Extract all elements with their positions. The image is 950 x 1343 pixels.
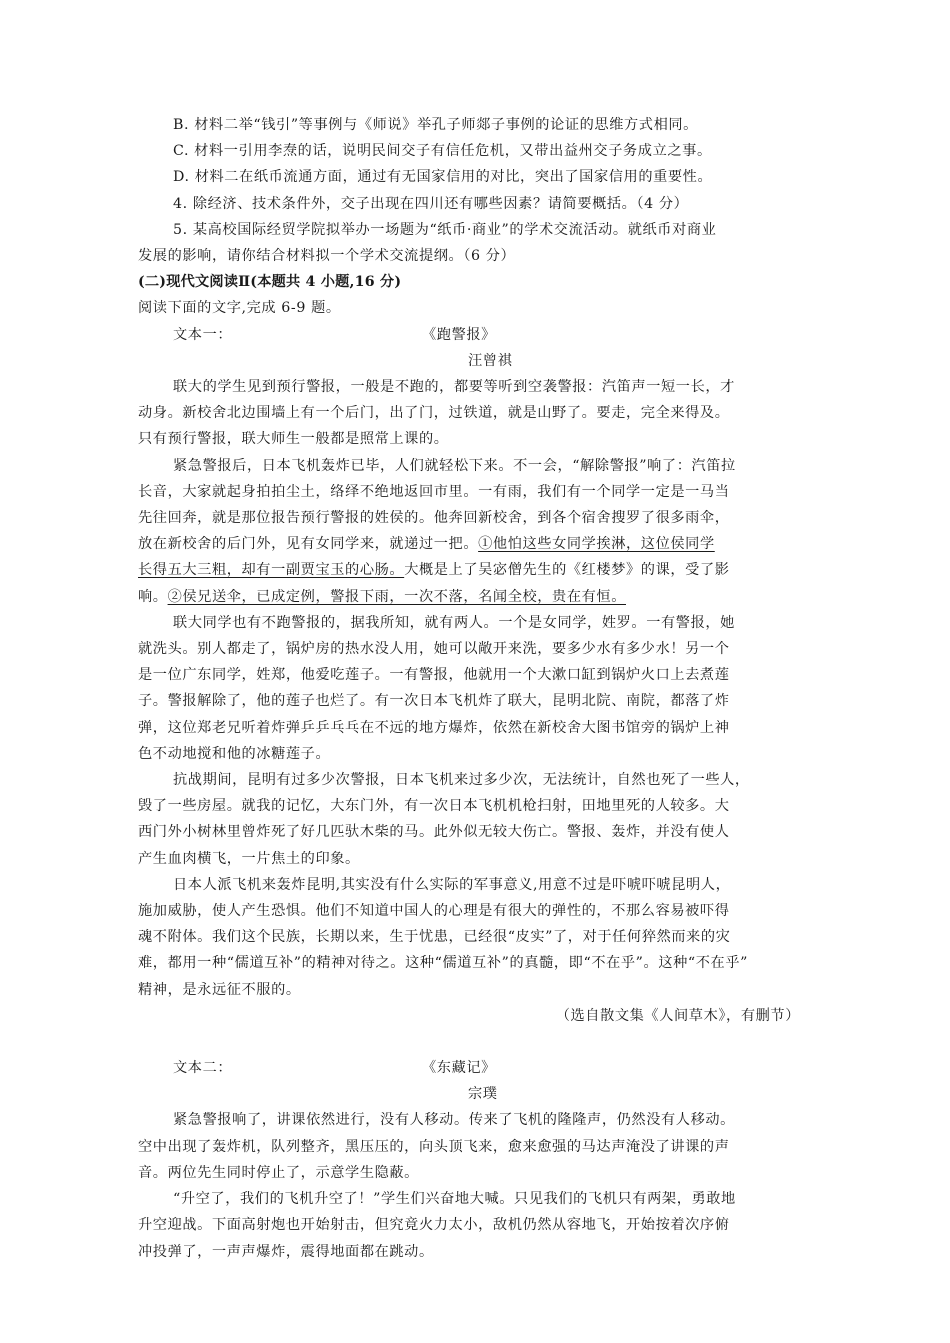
text1-line: 是一位广东同学，姓郑，他爱吃莲子。一有警报，他就用一个大漱口缸到锅炉火口上去煮莲 (138, 667, 730, 684)
underlined-sentence-1-cont: 长得五大三粗，却有一副贾宝玉的心肠。 (138, 562, 405, 579)
text1-line: 施加威胁，使人产生恐惧。他们不知道中国人的心理是有很大的弹性的，不那么容易被吓得 (138, 903, 730, 920)
spacer (138, 1029, 810, 1055)
text1-line: 先往回奔，就是那位报告预行警报的姓侯的。他奔回新校舍，到各个宿舍搜罗了很多雨伞， (138, 510, 730, 527)
text1-line: 动身。新校舍北边围墙上有一个后门，出了门，过铁道，就是山野了。要走，完全来得及。 (138, 405, 730, 422)
text1-line (138, 557, 810, 583)
text1-line-plain: 大概是上了吴宓僧先生的《红楼梦》的课，受了影 (404, 562, 730, 579)
underlined-sentence-1: ①他怕这些女同学挨淋，这位侯同学 (478, 536, 715, 553)
text1-line: 就洗头。别人都走了，锅炉房的热水没人用，她可以敞开来洗，要多少水有多少水！另一个 (138, 641, 730, 658)
question-5-line-1: 5. 某高校国际经贸学院拟举办一场题为“纸币·商业”的学术交流活动。就纸币对商业 (173, 221, 717, 238)
exam-page (138, 112, 810, 1265)
text1-author: 汪曾祺 (468, 352, 513, 369)
text1-line: 日本人派飞机来轰炸昆明,其实没有什么实际的军事意义,用意不过是吓唬吓唬昆明人， (173, 876, 731, 893)
option-c: C. 材料一引用李焘的话，说明民间交子有信任危机，又带出益州交子务成立之事。 (173, 143, 712, 160)
text1-line: 子。警报解除了，他的莲子也烂了。有一次日本飞机炸了联大，昆明北院、南院，都落了炸 (138, 693, 730, 710)
text2-line: 升空迎战。下面高射炮也开始射击，但究竟火力太小，敌机仍然从容地飞，开始按着次序俯 (138, 1217, 730, 1234)
text2-line: 空中出现了轰炸机，队列整齐，黑压压的，向头顶飞来，愈来愈强的马达声淹没了讲课的声 (138, 1138, 730, 1155)
text2-label: 文本二： (173, 1060, 233, 1077)
text1-line: 紧急警报后，日本飞机轰炸已毕，人们就轻松下来。不一会，“解除警报”响了：汽笛拉 (173, 457, 736, 474)
text2-author: 宗璞 (468, 1086, 498, 1103)
text1-line-plain: 放在新校舍的后门外，见有女同学来，就递过一把。 (138, 536, 479, 553)
text1-line: 西门外小树林里曾炸死了好几匹驮木柴的马。此外似无较大伤亡。警报、轰炸，并没有使人 (138, 824, 730, 841)
text1-source: （选自散文集《人间草木》，有删节） (555, 1007, 800, 1024)
text1-line: 精神，是永远征不服的。 (138, 981, 301, 998)
text1-line: 只有预行警报，联大师生一般都是照常上课的。 (138, 431, 449, 448)
section-heading: (二)现代文阅读Ⅱ(本题共 4 小题,16 分) (138, 274, 402, 291)
text1-line: 长音，大家就起身拍拍尘土，络绎不绝地返回市里。一有雨，我们有一个同学一定是一马当 (138, 483, 730, 500)
section-instruction: 阅读下面的文字,完成 6-9 题。 (138, 300, 341, 317)
text1-line (138, 584, 810, 610)
underlined-sentence-2: ②侯兄送伞，已成定例，警报下雨，一次不落，名闻全校，贵在有恒。 (167, 588, 626, 605)
text1-line: 色不动地搅和他的冰糖莲子。 (138, 745, 331, 762)
text1-line: 毁了一些房屋。就我的记忆，大东门外，有一次日本飞机机枪扫射，田地里死的人较多。大 (138, 798, 730, 815)
text1-line: 难，都用一种“儒道互补”的精神对待之。这种“儒道互补”的真髓，即“不在乎”。这种“不在乎” (138, 955, 748, 972)
text2-line: 冲投弹了，一声声爆炸，震得地面都在跳动。 (138, 1243, 434, 1260)
text1-line: 联大的学生见到预行警报，一般是不跑的，都要等听到空袭警报：汽笛声一短一长，才 (173, 379, 735, 396)
question-4: 4. 除经济、技术条件外，交子出现在四川还有哪些因素？请简要概括。（4 分） (173, 195, 689, 212)
text1-line: 抗战期间，昆明有过多少次警报，日本飞机来过多少次，无法统计，自然也死了一些人， (173, 772, 750, 789)
text1-line: 弹，这位郑老兄听着炸弹乒乒乓乓在不远的地方爆炸，依然在新校舍大图书馆旁的锅炉上神 (138, 719, 730, 736)
text1-line (138, 531, 810, 557)
text2-title-row (138, 1055, 810, 1081)
option-d: D. 材料二在纸币流通方面，通过有无国家信用的对比，突出了国家信用的重要性。 (173, 169, 713, 186)
text1-title-row (138, 322, 810, 348)
text2-title: 《东藏记》 (422, 1060, 496, 1077)
text2-line: “升空了，我们的飞机升空了！”学生们兴奋地大喊。只见我们的飞机只有两架，勇敢地 (173, 1191, 736, 1208)
text2-line: 紧急警报响了，讲课依然进行，没有人移动。传来了飞机的隆隆声，仍然没有人移动。 (173, 1112, 735, 1129)
text1-label: 文本一： (173, 326, 233, 343)
text1-title: 《跑警报》 (422, 326, 496, 343)
text1-line: 魂不附体。我们这个民族，长期以来，生于忧患，已经很“皮实”了，对于任何猝然而来的灾 (138, 929, 731, 946)
question-5-line-2: 发展的影响，请你结合材料拟一个学术交流提纲。（6 分） (138, 248, 516, 265)
text1-line: 联大同学也有不跑警报的，据我所知，就有两人。一个是女同学，姓罗。一有警报，她 (173, 614, 735, 631)
text1-line: 产生血肉横飞，一片焦土的印象。 (138, 850, 360, 867)
option-b: B. 材料二举“钱引”等事例与《师说》举孔子师郯子事例的论证的思维方式相同。 (173, 117, 698, 133)
text2-line: 音。两位先生同时停止了，示意学生隐蔽。 (138, 1164, 419, 1181)
text1-line-plain: 响。 (138, 588, 168, 605)
